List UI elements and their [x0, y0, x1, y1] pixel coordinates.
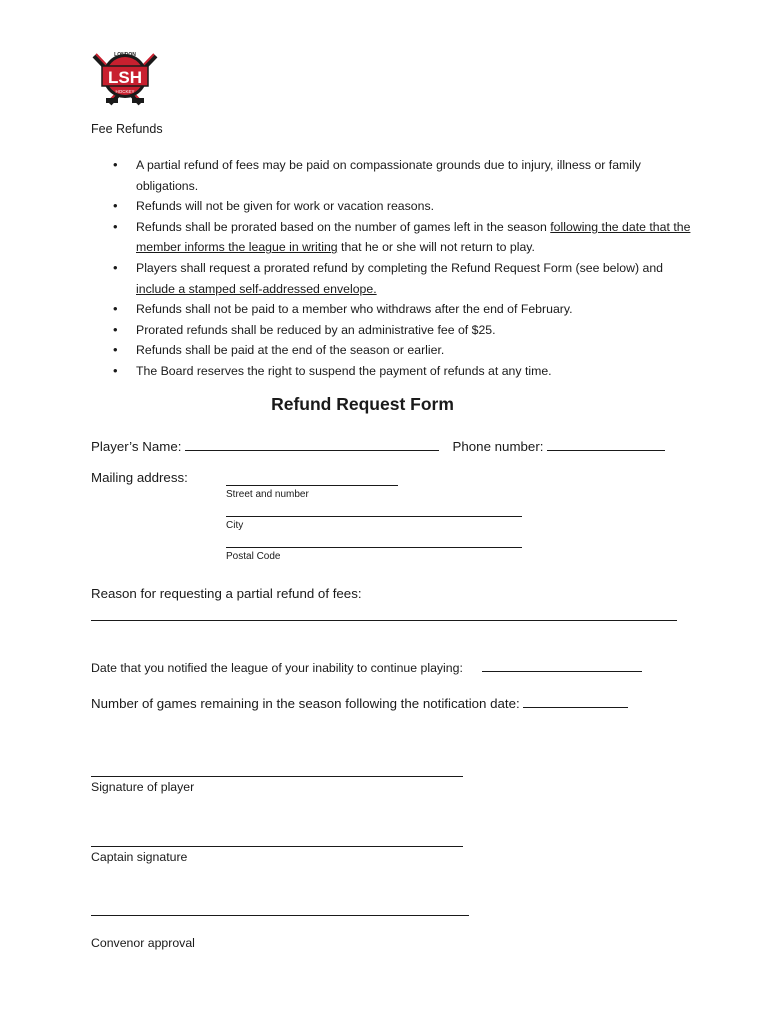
- list-item: • Refunds will not be given for work or vacation reasons.: [113, 196, 693, 217]
- date-notified-row: [91, 658, 642, 675]
- games-remaining-label: Number of games remaining in the season following the notification date:: [91, 696, 520, 711]
- list-item: • A partial refund of fees may be paid on compassionate grounds due to injury, illness or family obligations.: [113, 155, 693, 196]
- player-name-row: [91, 436, 665, 454]
- captain-signature-label: Captain signature: [91, 850, 188, 864]
- list-item: • Refunds shall be paid at the end of the season or earlier.: [113, 340, 693, 361]
- list-item: • The Board reserves the right to suspend the payment of refunds at any time.: [113, 361, 693, 382]
- reason-field[interactable]: [91, 620, 677, 621]
- logo-letters: LSH: [108, 68, 142, 87]
- street-caption: Street and number: [226, 489, 309, 500]
- league-logo: [90, 46, 160, 108]
- postal-code-field[interactable]: [226, 547, 522, 548]
- mailing-address-label: Mailing address:: [91, 470, 188, 485]
- reason-label: Reason for requesting a partial refund of fees:: [91, 586, 362, 601]
- fee-refunds-list: [113, 155, 693, 382]
- player-signature-line[interactable]: [91, 776, 463, 777]
- list-item: • Prorated refunds shall be reduced by an administrative fee of $25.: [113, 320, 693, 341]
- form-title: Refund Request Form: [271, 394, 454, 414]
- city-field[interactable]: [226, 516, 522, 517]
- list-item: • Players shall request a prorated refund by completing the Refund Request Form (see below) and include a stamped self-addressed envelope.: [113, 258, 693, 299]
- phone-label: Phone number:: [452, 439, 544, 454]
- date-notified-field[interactable]: [482, 658, 642, 672]
- logo-top-text: LONDON: [114, 52, 136, 58]
- games-remaining-row: [91, 693, 628, 711]
- games-remaining-field[interactable]: [523, 693, 628, 708]
- convenor-approval-label: Convenor approval: [91, 936, 195, 950]
- city-caption: City: [226, 520, 244, 531]
- player-name-label: Player’s Name:: [91, 439, 182, 454]
- fee-refunds-heading: Fee Refunds: [91, 122, 163, 136]
- list-item: • Refunds shall be prorated based on the number of games left in the season following the date that the member informs the league in writing that he or she will not return to play.: [113, 217, 693, 258]
- player-signature-label: Signature of player: [91, 780, 195, 794]
- player-name-field[interactable]: [185, 436, 439, 451]
- logo-sub-text: HOCKEY: [115, 89, 135, 94]
- list-item: • Refunds shall not be paid to a member who withdraws after the end of February.: [113, 299, 693, 320]
- street-field[interactable]: [226, 485, 398, 486]
- phone-field[interactable]: [547, 436, 665, 451]
- convenor-approval-line[interactable]: [91, 915, 469, 916]
- postal-code-caption: Postal Code: [226, 551, 281, 562]
- date-notified-label: Date that you notified the league of your inability to continue playing:: [91, 661, 463, 675]
- captain-signature-line[interactable]: [91, 846, 463, 847]
